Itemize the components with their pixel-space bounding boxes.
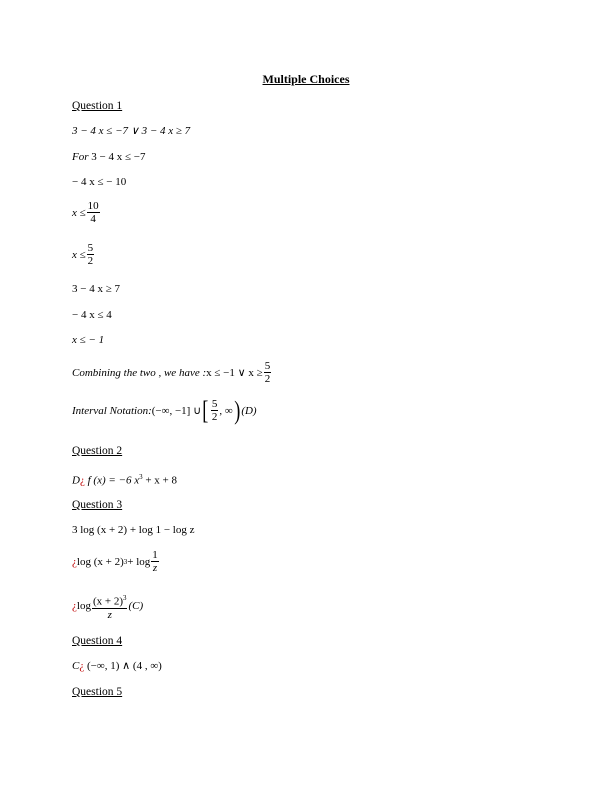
q3-step-rest: + log (127, 555, 151, 568)
q1-case-1: 3 − 4 x ≤ −7 (88, 151, 146, 163)
exponent: 3 (139, 473, 143, 481)
fraction (92, 592, 128, 621)
fraction (264, 360, 272, 385)
q1-result: x ≤ − 1 (72, 334, 105, 346)
q4-interval: (−∞, 1) ∧ (4 , ∞) (84, 660, 162, 672)
exponent: 3 (122, 594, 127, 602)
q2-answer: D (72, 474, 80, 487)
fraction (87, 200, 100, 225)
left-bracket-icon: [ (202, 395, 209, 425)
q1-case-2: 3 − 4 x ≥ 7 (72, 283, 120, 295)
q3-step: log (x + 2) (76, 555, 124, 568)
numerator-text: (x + 2) (92, 595, 123, 608)
red-mark: ¿ (79, 474, 85, 487)
combined-inequality: x ≤ −1 ∨ x ≥ (206, 366, 263, 379)
q3-line-1 (72, 523, 195, 537)
q2-function: f (x) = −6 x (84, 474, 140, 487)
question-4-heading: Question 4 (72, 635, 123, 647)
denominator: 2 (264, 373, 271, 385)
denominator: z (107, 608, 112, 621)
numerator: 5 (87, 242, 94, 254)
q1-lhs: x ≤ (72, 206, 86, 219)
q1-for-text: For (72, 151, 89, 163)
q2-function-rest: + x + 8 (142, 474, 178, 487)
question-5-heading: Question 5 (72, 686, 123, 698)
q1-line-1 (72, 124, 190, 138)
exponent: 3 (123, 557, 128, 566)
numerator (92, 592, 128, 609)
q1-line-7 (72, 308, 112, 322)
q1-answer: (D) (241, 404, 257, 417)
denominator: z (152, 562, 158, 574)
question-2-heading: Question 2 (72, 445, 123, 457)
fraction (151, 549, 159, 574)
q1-line-10 (72, 395, 257, 425)
q1-line-8 (72, 333, 104, 347)
q1-line-6 (72, 282, 120, 296)
q1-line-9 (72, 360, 272, 385)
q2-line-1 (72, 470, 177, 488)
denominator: 2 (87, 255, 94, 267)
denominator: 2 (211, 411, 218, 423)
interval-part-2: , ∞ (219, 404, 233, 417)
interval-notation-label: Interval Notation: (72, 404, 152, 417)
q1-lhs: x ≤ (72, 248, 86, 261)
q3-log: log (76, 600, 91, 613)
interval-part-1: (−∞, −1] ∪ (151, 404, 202, 417)
red-mark: ¿ (72, 555, 77, 568)
q1-line-3 (72, 175, 126, 189)
question-3-heading: Question 3 (72, 499, 123, 511)
fraction (211, 398, 219, 423)
q3-answer: (C) (128, 600, 144, 613)
q1-line-5 (72, 242, 95, 267)
q1-step: − 4 x ≤ − 10 (72, 176, 127, 188)
red-mark: ¿ (79, 660, 85, 672)
numerator: 1 (152, 549, 158, 561)
question-1-heading: Question 1 (72, 100, 123, 112)
numerator: 10 (87, 200, 99, 212)
q4-line-1 (72, 659, 162, 673)
q1-step: − 4 x ≤ 4 (72, 309, 112, 321)
q3-line-3 (72, 592, 143, 621)
q4-answer: C (72, 660, 80, 672)
denominator: 4 (90, 213, 96, 225)
fraction (87, 242, 95, 267)
page-title: Multiple Choices (262, 72, 350, 86)
red-mark: ¿ (72, 600, 77, 613)
numerator: 5 (211, 398, 218, 410)
right-paren-icon: ) (233, 395, 241, 425)
q1-line-4 (72, 200, 101, 225)
q1-line-2 (72, 150, 145, 164)
q3-expression: 3 log (x + 2) + log 1 − log z (72, 524, 195, 536)
combining-text: Combining the two , we have : (72, 366, 207, 379)
q1-inequality: 3 − 4 x ≤ −7 ∨ 3 − 4 x ≥ 7 (72, 125, 191, 137)
q3-line-2 (72, 549, 160, 574)
numerator: 5 (264, 360, 271, 372)
